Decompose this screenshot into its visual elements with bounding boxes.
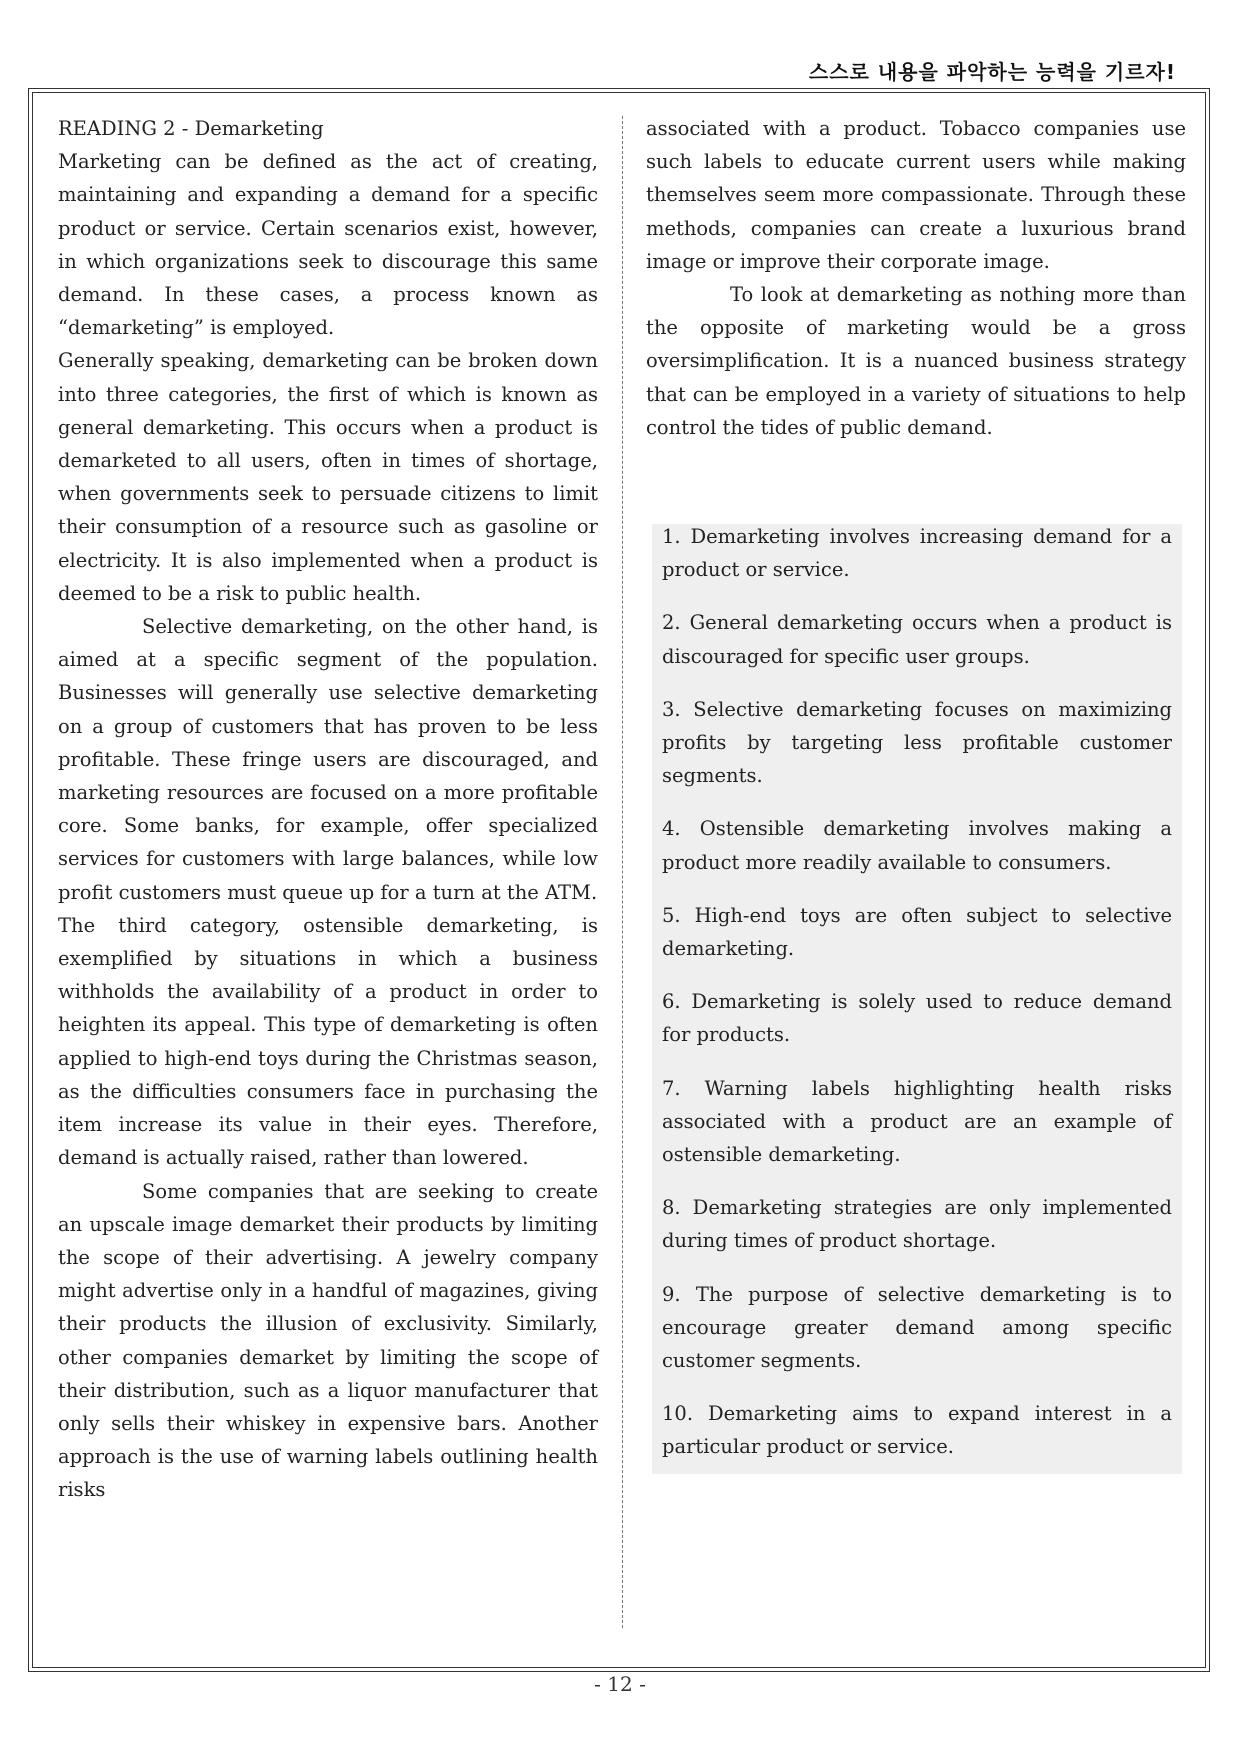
- questions-list: [662, 520, 1172, 1484]
- page-header-title: 스스로 내용을 파악하는 능력을 기르자!: [808, 60, 1176, 84]
- question-item: 3. Selective demarketing focuses on maximizing profits by targeting less profitable customer segments.: [662, 697, 1172, 788]
- reading-paragraph: Generally speaking, demarketing can be broken down into three categories, the first of which is known as general demarketing. This occurs when a product is demarketed to all users, often in times of shortage, when governments seek to persuade citizens to limit their consumption of a resource such as gasoline or electricity. It is also implemented when a product is deemed to be a risk to public health.: [58, 349, 598, 605]
- reading-right-column: [646, 112, 1186, 444]
- question-item: 5. High-end toys are often subject to selective demarketing.: [662, 903, 1172, 961]
- question-item: 8. Demarketing strategies are only implemented during times of product shortage.: [662, 1196, 1172, 1253]
- question-item: 2. General demarketing occurs when a product is discouraged for specific user groups.: [662, 611, 1172, 668]
- reading-paragraph: To look at demarketing as nothing more than the opposite of marketing would be a gross oversimplification. It is a nuanced business strategy that can be employed in a variety of situations to help control the tides of public demand.: [646, 283, 1186, 439]
- column-divider: [622, 116, 623, 1628]
- reading-heading: READING 2 - Demarketing: [58, 117, 324, 140]
- reading-paragraph: Selective demarketing, on the other hand, is aimed at a specific segment of the population. Businesses will generally use selective demarketing on a group of customers that has proven to be less profitable. These fringe users are discouraged, and marketing resources are focused on a more profitable core. Some banks, for example, offer specialized services for customers with large balances, while low profit customers must queue up for a turn at the ATM.: [58, 615, 598, 904]
- question-item: 6. Demarketing is solely used to reduce demand for products.: [662, 990, 1172, 1047]
- reading-paragraph: associated with a product. Tobacco companies use such labels to educate current users while making themselves seem more compassionate. Through these methods, companies can create a luxurious brand image or improve their corporate image.: [646, 117, 1186, 273]
- reading-left-column: [58, 112, 598, 1507]
- question-item: 7. Warning labels highlighting health risks associated with a product are an example of ostensible demarketing.: [662, 1076, 1172, 1167]
- reading-paragraph: Marketing can be defined as the act of creating, maintaining and expanding a demand for a specific product or service. Certain scenarios exist, however, in which organizations seek to discourage this same demand. In these cases, a process known as “demarketing” is employed.: [58, 150, 598, 340]
- reading-paragraph: Some companies that are seeking to create an upscale image demarket their products by limiting the scope of their advertising. A jewelry company might advertise only in a handful of magazines, giving their products the illusion of exclusivity. Similarly, other companies demarket by limiting the scope of their distribution, such as a liquor manufacturer that only sells their whiskey in expensive bars. Another approach is the use of warning labels outlining health risks: [58, 1179, 598, 1502]
- reading-paragraph: The third category, ostensible demarketing, is exemplified by situations in which a business withholds the availability of a product in order to heighten its appeal. This type of demarketing is often applied to high-end toys during the Christmas season, as the difficulties consumers face in purchasing the item increase its value in their eyes. Therefore, demand is actually raised, rather than lowered.: [58, 913, 598, 1170]
- question-item: 9. The purpose of selective demarketing is to encourage greater demand among specific customer segments.: [662, 1282, 1172, 1373]
- question-item: 4. Ostensible demarketing involves making a product more readily available to consumers.: [662, 817, 1172, 874]
- question-item: 10. Demarketing aims to expand interest in a particular product or service.: [662, 1402, 1172, 1459]
- page-number: - 12 -: [594, 1672, 646, 1696]
- question-item: 1. Demarketing involves increasing demand for a product or service.: [662, 525, 1172, 582]
